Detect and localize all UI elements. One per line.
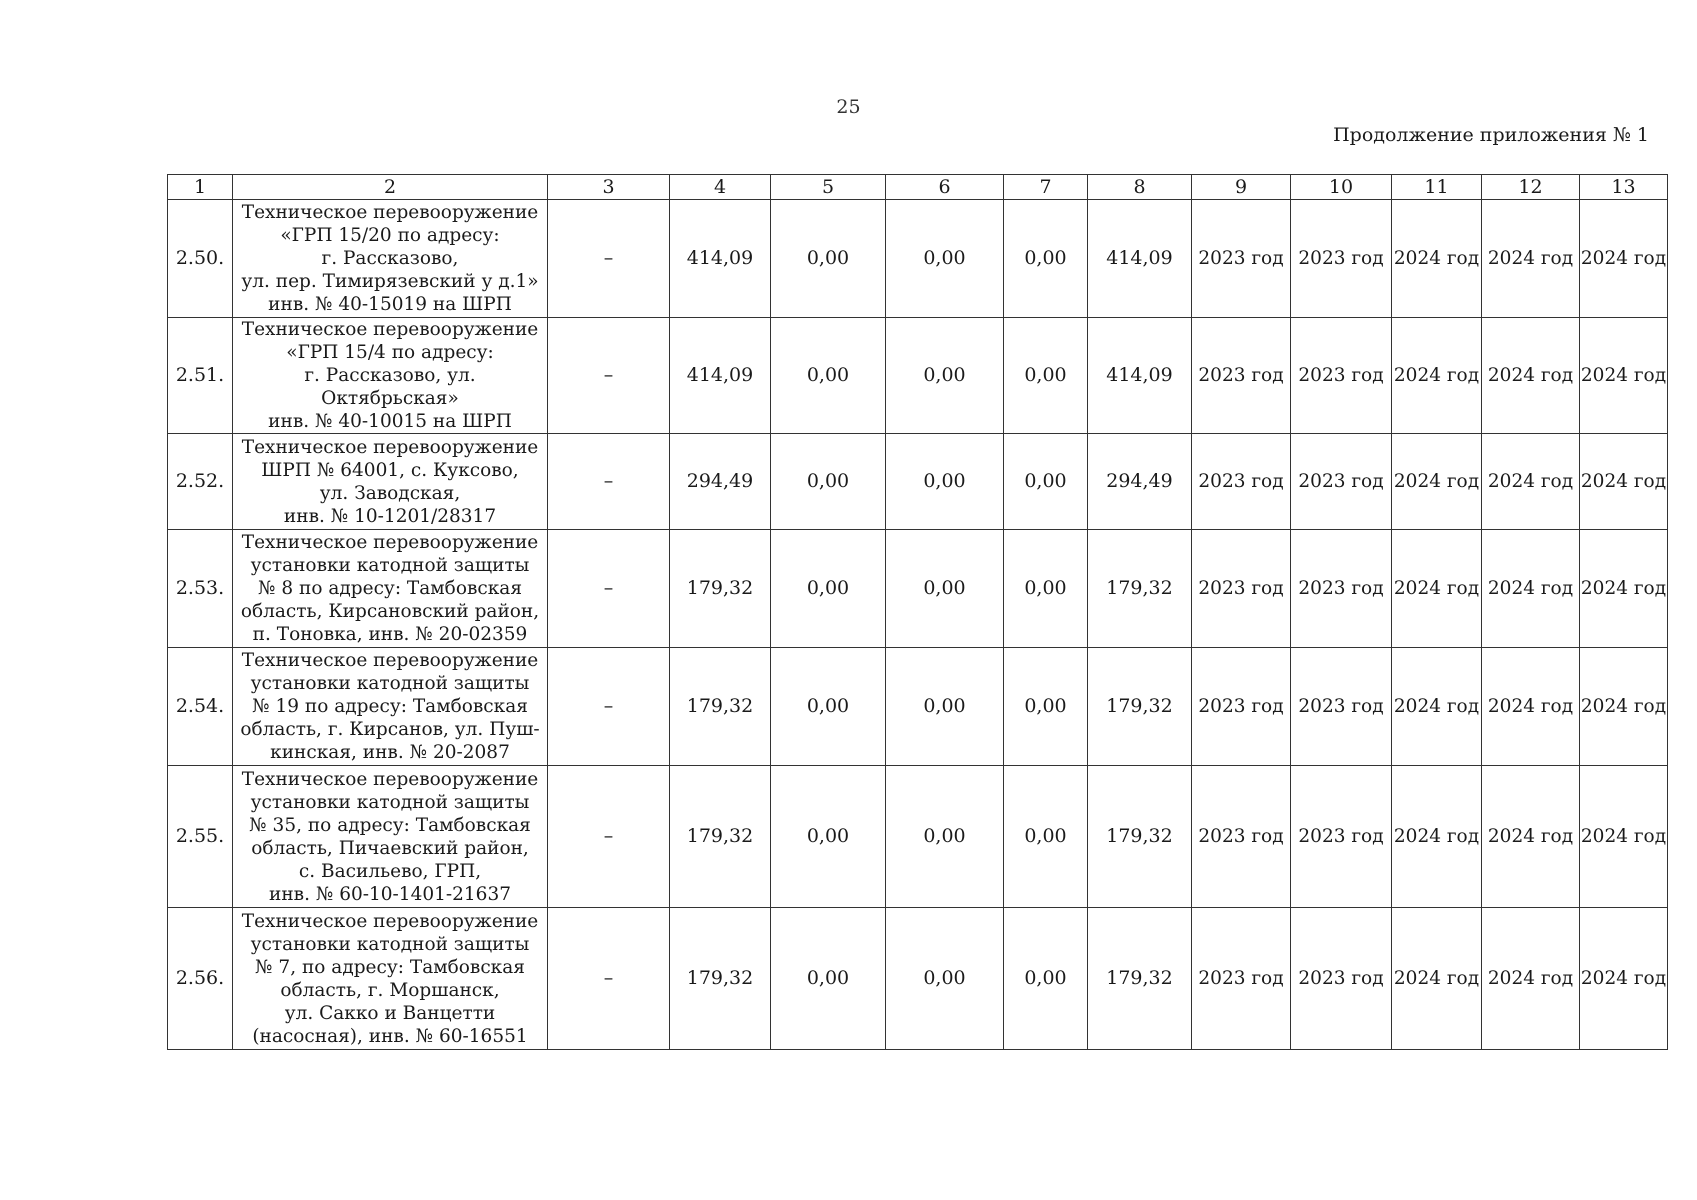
column-header: 11 <box>1392 175 1482 200</box>
cell-col5: 0,00 <box>771 766 886 908</box>
project-name: Техническое перевооружение установки катодной защиты № 7, по адресу: Тамбовская область, г. Моршанск, ул. Сакко и Ванцетти (насосная), инв. № 60-16551 <box>233 908 548 1050</box>
cell-col8: 179,32 <box>1088 766 1192 908</box>
column-header: 9 <box>1192 175 1291 200</box>
table-row <box>168 318 1668 434</box>
column-header: 8 <box>1088 175 1192 200</box>
cell-col10: 2023 год <box>1291 318 1392 434</box>
cell-col13: 2024 год <box>1580 648 1668 766</box>
cell-col12: 2024 год <box>1482 318 1580 434</box>
cell-col7: 0,00 <box>1004 648 1088 766</box>
cell-col12: 2024 год <box>1482 530 1580 648</box>
cell-col3: – <box>548 908 670 1050</box>
table-row <box>168 648 1668 766</box>
cell-col7: 0,00 <box>1004 530 1088 648</box>
cell-col3: – <box>548 200 670 318</box>
cell-col6: 0,00 <box>886 648 1004 766</box>
cell-col13: 2024 год <box>1580 908 1668 1050</box>
cell-col8: 294,49 <box>1088 434 1192 530</box>
project-name: Техническое перевооружение установки катодной защиты № 19 по адресу: Тамбовская область, г. Кирсанов, ул. Пуш- кинская, инв. № 20-2087 <box>233 648 548 766</box>
cell-col8: 179,32 <box>1088 530 1192 648</box>
cell-col10: 2023 год <box>1291 908 1392 1050</box>
cell-col13: 2024 год <box>1580 766 1668 908</box>
cell-col6: 0,00 <box>886 318 1004 434</box>
cell-col3: – <box>548 318 670 434</box>
cell-col8: 414,09 <box>1088 318 1192 434</box>
cell-col6: 0,00 <box>886 908 1004 1050</box>
cell-col8: 414,09 <box>1088 200 1192 318</box>
project-name: Техническое перевооружение установки катодной защиты № 8 по адресу: Тамбовская область, Кирсановский район, п. Тоновка, инв. № 20-02359 <box>233 530 548 648</box>
project-name: Техническое перевооружение «ГРП 15/20 по адресу: г. Рассказово, ул. пер. Тимирязевский у д.1» инв. № 40-15019 на ШРП <box>233 200 548 318</box>
page-number: 25 <box>836 96 861 118</box>
cell-col3: – <box>548 434 670 530</box>
column-header: 10 <box>1291 175 1392 200</box>
column-number-row <box>168 175 1668 200</box>
column-header: 1 <box>168 175 233 200</box>
investment-plan-table <box>167 174 1668 1050</box>
table-row <box>168 908 1668 1050</box>
cell-col7: 0,00 <box>1004 434 1088 530</box>
cell-col10: 2023 год <box>1291 200 1392 318</box>
cell-col12: 2024 год <box>1482 200 1580 318</box>
cell-col6: 0,00 <box>886 766 1004 908</box>
column-header: 6 <box>886 175 1004 200</box>
cell-col6: 0,00 <box>886 434 1004 530</box>
cell-col10: 2023 год <box>1291 766 1392 908</box>
cell-col11: 2024 год <box>1392 434 1482 530</box>
column-header: 12 <box>1482 175 1580 200</box>
item-number: 2.53. <box>168 530 233 648</box>
cell-col9: 2023 год <box>1192 318 1291 434</box>
cell-col8: 179,32 <box>1088 648 1192 766</box>
cell-col11: 2024 год <box>1392 530 1482 648</box>
item-number: 2.51. <box>168 318 233 434</box>
table-row <box>168 530 1668 648</box>
cell-col11: 2024 год <box>1392 648 1482 766</box>
cell-col5: 0,00 <box>771 318 886 434</box>
cell-col11: 2024 год <box>1392 318 1482 434</box>
table-row <box>168 434 1668 530</box>
cell-col6: 0,00 <box>886 530 1004 648</box>
cell-col9: 2023 год <box>1192 530 1291 648</box>
cell-col9: 2023 год <box>1192 434 1291 530</box>
item-number: 2.50. <box>168 200 233 318</box>
cell-col11: 2024 год <box>1392 908 1482 1050</box>
item-number: 2.56. <box>168 908 233 1050</box>
cell-col13: 2024 год <box>1580 200 1668 318</box>
project-name: Техническое перевооружение установки катодной защиты № 35, по адресу: Тамбовская область, Пичаевский район, с. Васильево, ГРП, инв. № 60-10-1401-21637 <box>233 766 548 908</box>
item-number: 2.54. <box>168 648 233 766</box>
cell-col5: 0,00 <box>771 200 886 318</box>
cell-col12: 2024 год <box>1482 908 1580 1050</box>
cell-col6: 0,00 <box>886 200 1004 318</box>
cell-col11: 2024 год <box>1392 766 1482 908</box>
cell-col13: 2024 год <box>1580 318 1668 434</box>
cell-col4: 294,49 <box>670 434 771 530</box>
cell-col3: – <box>548 530 670 648</box>
cell-col10: 2023 год <box>1291 648 1392 766</box>
cell-col12: 2024 год <box>1482 434 1580 530</box>
cell-col12: 2024 год <box>1482 648 1580 766</box>
cell-col4: 179,32 <box>670 908 771 1050</box>
cell-col7: 0,00 <box>1004 200 1088 318</box>
cell-col5: 0,00 <box>771 530 886 648</box>
column-header: 7 <box>1004 175 1088 200</box>
cell-col4: 414,09 <box>670 318 771 434</box>
column-header: 2 <box>233 175 548 200</box>
item-number: 2.55. <box>168 766 233 908</box>
cell-col9: 2023 год <box>1192 766 1291 908</box>
table-row <box>168 200 1668 318</box>
project-name: Техническое перевооружение ШРП № 64001, с. Куксово, ул. Заводская, инв. № 10-1201/28317 <box>233 434 548 530</box>
cell-col13: 2024 год <box>1580 434 1668 530</box>
column-header: 13 <box>1580 175 1668 200</box>
cell-col10: 2023 год <box>1291 530 1392 648</box>
cell-col10: 2023 год <box>1291 434 1392 530</box>
column-header: 3 <box>548 175 670 200</box>
cell-col3: – <box>548 648 670 766</box>
cell-col9: 2023 год <box>1192 908 1291 1050</box>
cell-col3: – <box>548 766 670 908</box>
cell-col8: 179,32 <box>1088 908 1192 1050</box>
project-name: Техническое перевооружение «ГРП 15/4 по адресу: г. Рассказово, ул. Октябрьская» инв. № 40-10015 на ШРП <box>233 318 548 434</box>
cell-col4: 179,32 <box>670 530 771 648</box>
column-header: 4 <box>670 175 771 200</box>
cell-col5: 0,00 <box>771 434 886 530</box>
cell-col4: 179,32 <box>670 766 771 908</box>
cell-col5: 0,00 <box>771 908 886 1050</box>
cell-col5: 0,00 <box>771 648 886 766</box>
cell-col7: 0,00 <box>1004 766 1088 908</box>
cell-col13: 2024 год <box>1580 530 1668 648</box>
item-number: 2.52. <box>168 434 233 530</box>
cell-col9: 2023 год <box>1192 200 1291 318</box>
cell-col12: 2024 год <box>1482 766 1580 908</box>
appendix-continuation-note: Продолжение приложения № 1 <box>1333 124 1649 146</box>
cell-col9: 2023 год <box>1192 648 1291 766</box>
table-row <box>168 766 1668 908</box>
cell-col4: 414,09 <box>670 200 771 318</box>
column-header: 5 <box>771 175 886 200</box>
cell-col11: 2024 год <box>1392 200 1482 318</box>
cell-col7: 0,00 <box>1004 908 1088 1050</box>
cell-col4: 179,32 <box>670 648 771 766</box>
cell-col7: 0,00 <box>1004 318 1088 434</box>
